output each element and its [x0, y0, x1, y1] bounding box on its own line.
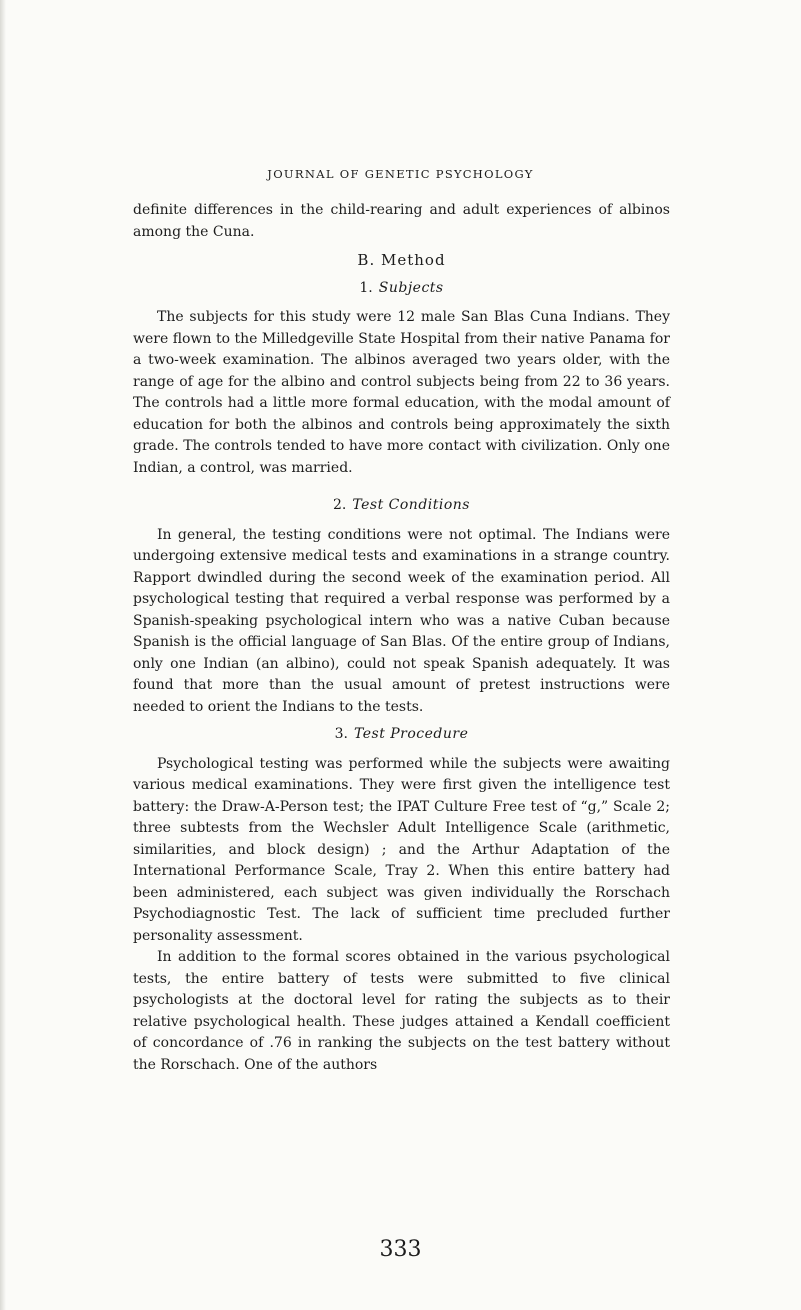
subsection-title: Test Procedure	[353, 726, 469, 742]
section-title: Method	[381, 251, 446, 269]
subsection-title: Test Conditions	[352, 497, 470, 513]
section-heading	[133, 250, 670, 272]
paragraph-test-conditions: In general, the testing conditions were not optimal. The Indians were undergoing extensive medical tests and examinations in a strange country. Rapport dwindled during the second week of the examination period. All psychological testing that required a verbal response was performed by a Spanish-speaking psychological intern who was a native Cuban because Spanish is the official language of San Blas. Of the entire group of Indians, only one Indian (an albino), could not speak Spanish adequately. It was found that more than the usual amount of pretest instructions were needed to orient the Indians to the tests.	[133, 526, 670, 715]
subsection-heading-test-conditions	[133, 495, 670, 517]
subsection-heading-subjects	[133, 278, 670, 300]
subsection-number: 2.	[333, 497, 347, 513]
continuation-paragraph: definite differences in the child-rearing and adult experiences of albinos among the Cuna.	[133, 202, 670, 240]
subsection-number: 3.	[334, 726, 348, 742]
subsection-number: 1.	[359, 279, 373, 296]
section-letter: B.	[357, 251, 376, 269]
subsection-heading-test-procedure	[133, 724, 670, 746]
running-head: JOURNAL OF GENETIC PSYCHOLOGY	[267, 167, 534, 181]
paragraph-subjects: The subjects for this study were 12 male San Blas Cuna Indians. They were flown to the Milledgeville State Hospital from their native Panama for a two-week examination. The albinos averaged two years older, with the range of age for the albino and control subjects being from 22 to 36 years. The controls had a little more formal education, with the modal amount of education for both the albinos and controls being approximately the sixth grade. The controls tended to have more contact with civilization. Only one Indian, a control, was married.	[133, 309, 670, 476]
paragraph-test-procedure-1: Psychological testing was performed while the subjects were awaiting various medical examinations. They were first given the intelligence test battery: the Draw-A-Person test; the IPAT Culture Free test of “g,” Scale 2; three subtests from the Wechsler Adult Intelligence Scale (arithmetic, similarities, and block design) ; and the Arthur Adaptation of the International Performance Scale, Tray 2. When this entire battery had been administered, each subject was given individually the Rorschach Psychodiagnostic Test. The lack of sufficient time precluded further personality assessment.	[133, 755, 670, 944]
page-number: 333	[379, 1237, 422, 1262]
subsection-title: Subjects	[378, 279, 444, 296]
body-text	[133, 200, 670, 1076]
paragraph-test-procedure-2: In addition to the formal scores obtained in the various psychological tests, the entire battery of tests were submitted to five clinical psychologists at the doctoral level for rating the subjects as to their relative psychological health. These judges attained a Kendall coefficient of concordance of .76 in ranking the subjects on the test battery without the Rorschach. One of the authors	[133, 949, 670, 1073]
